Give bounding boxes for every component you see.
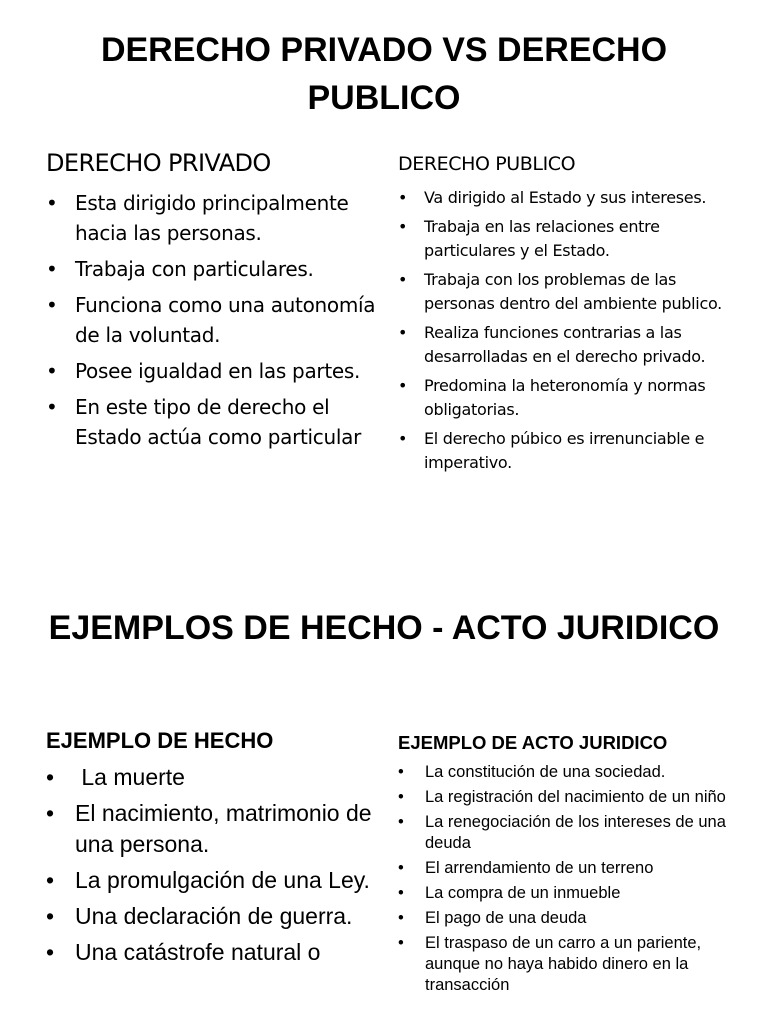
- column-heading: DERECHO PUBLICO: [398, 153, 576, 175]
- column-heading: DERECHO PRIVADO: [46, 149, 271, 177]
- bullet-item: • El pago de una deuda: [398, 908, 728, 929]
- bullet-item: • El arrendamiento de un terreno: [398, 858, 728, 879]
- derecho-publico-column: [398, 150, 728, 480]
- bullet-item: • La renegociación de los intereses de una deuda: [398, 812, 728, 854]
- bullet-item: • Trabaja con los problemas de las personas dentro del ambiente publico.: [398, 268, 728, 317]
- bullet-list: [398, 762, 728, 996]
- ejemplo-acto-juridico-column: [398, 730, 728, 1000]
- bullet-item: • La muerte: [46, 762, 376, 793]
- bullet-list: [398, 186, 728, 476]
- bullet-item: • Funciona como una autonomía de la voluntad.: [46, 290, 376, 350]
- bullet-item: • Posee igualdad en las partes.: [46, 356, 376, 386]
- bullet-list: [46, 188, 376, 452]
- derecho-privado-column: [46, 146, 376, 458]
- bullet-item: • Trabaja en las relaciones entre particulares y el Estado.: [398, 215, 728, 264]
- bullet-item: • Una catástrofe natural o: [46, 937, 376, 968]
- column-heading: EJEMPLO DE ACTO JURIDICO: [398, 732, 668, 753]
- bullet-item: • Predomina la heteronomía y normas obligatorias.: [398, 374, 728, 423]
- bullet-item: • El nacimiento, matrimonio de una persona.: [46, 798, 376, 860]
- bullet-list: [46, 762, 376, 968]
- bullet-item: • El derecho púbico es irrenunciable e imperativo.: [398, 427, 728, 476]
- bullet-item: • La promulgación de una Ley.: [46, 865, 376, 896]
- bullet-item: • La registración del nacimiento de un niño: [398, 787, 728, 808]
- bullet-item: • Va dirigido al Estado y sus intereses.: [398, 186, 728, 211]
- column-heading: EJEMPLO DE HECHO: [46, 728, 274, 753]
- bullet-item: • La constitución de una sociedad.: [398, 762, 728, 783]
- bullet-item: • Una declaración de guerra.: [46, 901, 376, 932]
- bullet-item: • En este tipo de derecho el Estado actúa como particular: [46, 392, 376, 452]
- bullet-item: • Esta dirigido principalmente hacia las personas.: [46, 188, 376, 248]
- bullet-item: • Realiza funciones contrarias a las desarrolladas en el derecho privado.: [398, 321, 728, 370]
- ejemplo-hecho-column: [46, 726, 376, 973]
- bullet-item: • Trabaja con particulares.: [46, 254, 376, 284]
- slide-title: DERECHO PRIVADO VS DERECHO PUBLICO: [100, 31, 668, 117]
- slide-title: EJEMPLOS DE HECHO - ACTO JURIDICO: [48, 609, 720, 647]
- bullet-item: • La compra de un inmueble: [398, 883, 728, 904]
- slide-ejemplos-hecho-acto: [0, 590, 768, 1024]
- bullet-item: • El traspaso de un carro a un pariente, aunque no haya habido dinero en la transacción: [398, 933, 728, 996]
